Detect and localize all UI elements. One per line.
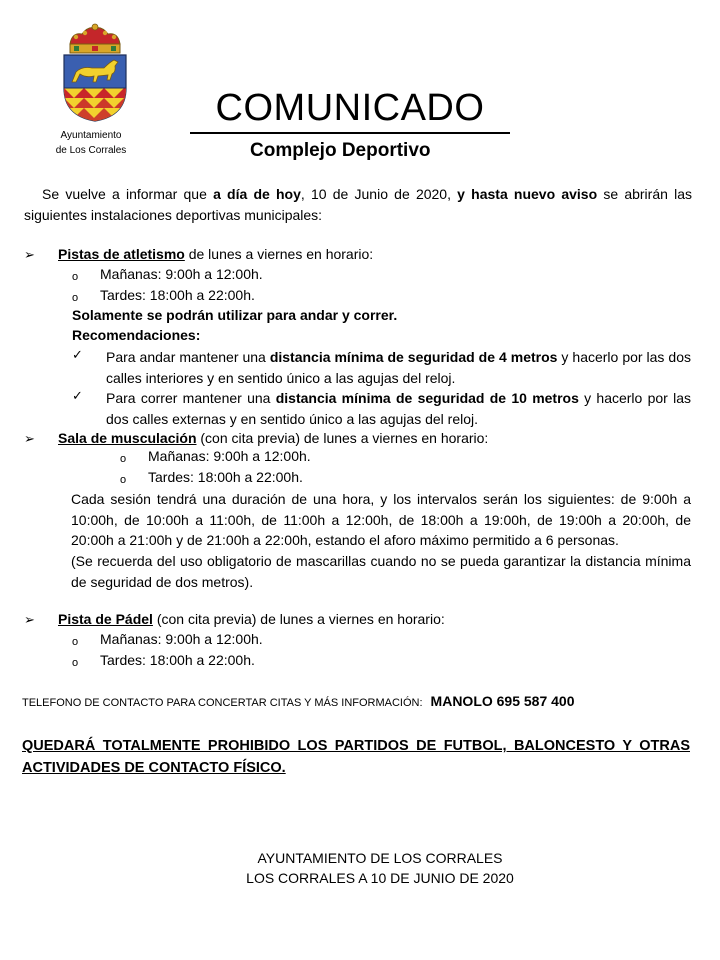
atletismo-afternoon-hours: Tardes: 18:00h a 22:00h. — [100, 287, 255, 303]
section-musculacion-title: Sala de musculación (con cita previa) de lunes a viernes en horario: — [58, 430, 489, 446]
check-icon: ✓ — [72, 388, 83, 403]
musculacion-afternoon-hours: Tardes: 18:00h a 22:00h. — [148, 469, 303, 485]
crown-icon — [70, 24, 120, 53]
intro-paragraph: Se vuelve a informar que a día de hoy, 10 de Junio de 2020, y hasta nuevo aviso se abrirán las siguientes instalaciones deportivas municipales: — [24, 186, 692, 223]
footer-line2: LOS CORRALES A 10 DE JUNIO DE 2020 — [246, 870, 514, 886]
recommendations-label: Recomendaciones: — [72, 327, 201, 343]
section-atletismo-title: Pistas de atletismo de lunes a viernes en horario: — [58, 246, 374, 262]
recommendation-run: Para correr mantener una distancia mínima de seguridad de 10 metros y hacerlo por las dos calles externas y en sentido único a las agujas del reloj. — [106, 390, 691, 427]
prohibition-warning: QUEDARÁ TOTALMENTE PROHIBIDO LOS PARTIDOS DE FUTBOL, BALONCESTO Y OTRAS ACTIVIDADES DE CONTACTO FÍSICO. — [22, 738, 690, 776]
page-subtitle: Complejo Deportivo — [250, 140, 431, 161]
footer-line1: AYUNTAMIENTO DE LOS CORRALES — [257, 850, 503, 866]
check-icon: ✓ — [72, 347, 83, 362]
logo-caption-line2: de Los Corrales — [55, 145, 127, 156]
mask-reminder-text: (Se recuerda del uso obligatorio de mascarillas cuando no se pueda garantizar la distancia mínima de seguridad de dos metros). — [71, 553, 691, 590]
padel-afternoon-hours: Tardes: 18:00h a 22:00h. — [100, 652, 255, 668]
arrow-bullet-icon: ➢ — [24, 431, 35, 446]
musculacion-morning-hours: Mañanas: 9:00h a 12:00h. — [148, 448, 311, 464]
circle-bullet-icon: o — [72, 292, 79, 304]
circle-bullet-icon: o — [72, 657, 79, 669]
coat-of-arms-logo — [52, 22, 138, 122]
atletismo-morning-hours: Mañanas: 9:00h a 12:00h. — [100, 266, 263, 282]
contact-line — [22, 693, 702, 709]
section-padel-title: Pista de Pádel (con cita previa) de lunes a viernes en horario: — [58, 611, 445, 627]
circle-bullet-icon: o — [120, 453, 127, 465]
circle-bullet-icon: o — [120, 474, 127, 486]
contact-phone: MANOLO 695 587 400 — [430, 693, 575, 709]
musculacion-sessions-text: Cada sesión tendrá una duración de una hora, y los intervalos serán los siguientes: de 9:00h a 10:00h, de 10:00h a 11:00h, de 11:00h a 12:00h, de 18:00h a 19:00h, de 19:00h a 20:00h, de 20:00h a 21:00h y de 21:00h a 22:00h, estando el aforo máximo permitido a 6 personas. — [71, 491, 691, 548]
arrow-bullet-icon: ➢ — [24, 247, 35, 262]
arrow-bullet-icon: ➢ — [24, 612, 35, 627]
page-title: COMUNICADO — [190, 86, 510, 134]
recommendation-walk: Para andar mantener una distancia mínima de seguridad de 4 metros y hacerlo por las dos calles interiores y en sentido único a las agujas del reloj. — [106, 349, 691, 386]
circle-bullet-icon: o — [72, 271, 79, 283]
contact-label: TELEFONO DE CONTACTO PARA CONCERTAR CITAS Y MÁS INFORMACIÓN: — [22, 697, 423, 709]
atletismo-usage-note: Solamente se podrán utilizar para andar y correr. — [72, 307, 398, 323]
circle-bullet-icon: o — [72, 636, 79, 648]
footer-signature — [180, 848, 580, 888]
shield-icon — [64, 55, 126, 122]
logo-caption — [36, 128, 146, 158]
padel-morning-hours: Mañanas: 9:00h a 12:00h. — [100, 631, 263, 647]
logo-caption-line1: Ayuntamiento — [60, 130, 122, 141]
